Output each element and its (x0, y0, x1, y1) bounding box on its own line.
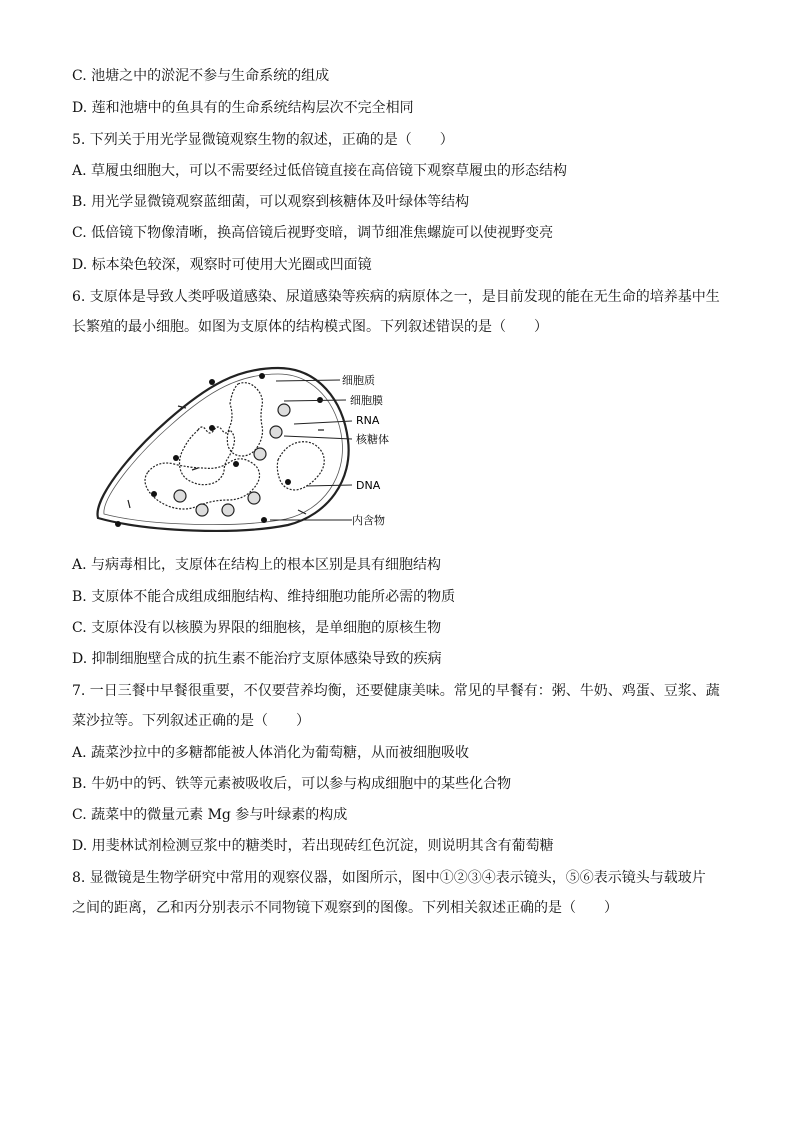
question-7-option-c: C. 蔬菜中的微量元素 Mg 参与叶绿素的构成 (72, 807, 348, 823)
question-7-option-d: D. 用斐林试剂检测豆浆中的糖类时，若出现砖红色沉淀，则说明其含有葡萄糖 (72, 838, 554, 854)
inclusion-dot (151, 491, 157, 497)
inclusion-dot (233, 461, 239, 467)
ribosome (174, 490, 186, 502)
question-7-option-a: A. 蔬菜沙拉中的多糖都能被人体消化为葡萄糖，从而被细胞吸收 (72, 745, 470, 761)
label-rna: RNA (356, 414, 380, 427)
ribosome (270, 426, 282, 438)
ribosome (248, 492, 260, 504)
question-6-option-d: D. 抑制细胞壁合成的抗生素不能治疗支原体感染导致的疾病 (72, 651, 442, 667)
dna-loop (145, 459, 260, 509)
inclusion-dot (115, 521, 121, 527)
question-6-option-c: C. 支原体没有以核膜为界限的细胞核，是单细胞的原核生物 (72, 620, 442, 636)
question-6-stem-line-1: 6. 支原体是导致人类呼吸道感染、尿道感染等疾病的病原体之一，是目前发现的能在无生命的培养基中生 (72, 289, 720, 305)
mycoplasma-structure-diagram (88, 360, 428, 540)
ribosome (196, 504, 208, 516)
question-8-stem-line-1: 8. 显微镜是生物学研究中常用的观察仪器，如图所示，图中①②③④表示镜头，⑤⑥表示镜头与载玻片 (72, 870, 706, 886)
text-line-2: D. 莲和池塘中的鱼具有的生命系统结构层次不完全相同 (72, 100, 414, 116)
inclusion-dot (173, 455, 179, 461)
question-6-option-a: A. 与病毒相比，支原体在结构上的根本区别是具有细胞结构 (72, 557, 442, 573)
question-5-option-d: D. 标本染色较深，观察时可使用大光圈或凹面镜 (72, 257, 372, 273)
dna-loop (227, 383, 262, 456)
ribosome (278, 404, 290, 416)
question-7-stem-line-1: 7. 一日三餐中早餐很重要，不仅要营养均衡，还要健康美味。常见的早餐有：粥、牛奶、鸡蛋、豆浆、蔬 (72, 683, 720, 699)
question-7-stem-line-2: 菜沙拉等。下列叙述正确的是（ ） (72, 713, 310, 729)
dna-loop (277, 442, 324, 490)
text-line-1: C. 池塘之中的淤泥不参与生命系统的组成 (72, 68, 330, 84)
inclusion-dot (209, 425, 215, 431)
label-ribosome: 核糖体 (356, 433, 389, 446)
inclusion-dot (285, 479, 291, 485)
inclusion-dot (261, 517, 267, 523)
label-cell-membrane: 细胞膜 (350, 394, 383, 407)
dna-loop (180, 427, 235, 485)
label-cytoplasm: 细胞质 (342, 374, 375, 387)
question-5-option-b: B. 用光学显微镜观察蓝细菌，可以观察到核糖体及叶绿体等结构 (72, 194, 470, 210)
question-8-stem-line-2: 之间的距离，乙和丙分别表示不同物镜下观察到的图像。下列相关叙述正确的是（ ） (72, 900, 618, 916)
label-inclusion: 内含物 (352, 514, 385, 527)
question-7-option-b: B. 牛奶中的钙、铁等元素被吸收后，可以参与构成细胞中的某些化合物 (72, 776, 512, 792)
ribosome (222, 504, 234, 516)
ribosome (254, 448, 266, 460)
question-6-stem-line-2: 长繁殖的最小细胞。如图为支原体的结构模式图。下列叙述错误的是（ ） (72, 319, 548, 335)
question-5-option-c: C. 低倍镜下物像清晰，换高倍镜后视野变暗，调节细准焦螺旋可以使视野变亮 (72, 225, 554, 241)
question-5-stem: 5. 下列关于用光学显微镜观察生物的叙述，正确的是（ ） (72, 132, 454, 148)
question-5-option-a: A. 草履虫细胞大，可以不需要经过低倍镜直接在高倍镜下观察草履虫的形态结构 (72, 163, 568, 179)
inclusion-dot (209, 379, 215, 385)
inclusion-dot (259, 373, 265, 379)
label-dna: DNA (356, 479, 381, 492)
question-6-option-b: B. 支原体不能合成组成细胞结构、维持细胞功能所必需的物质 (72, 589, 456, 605)
